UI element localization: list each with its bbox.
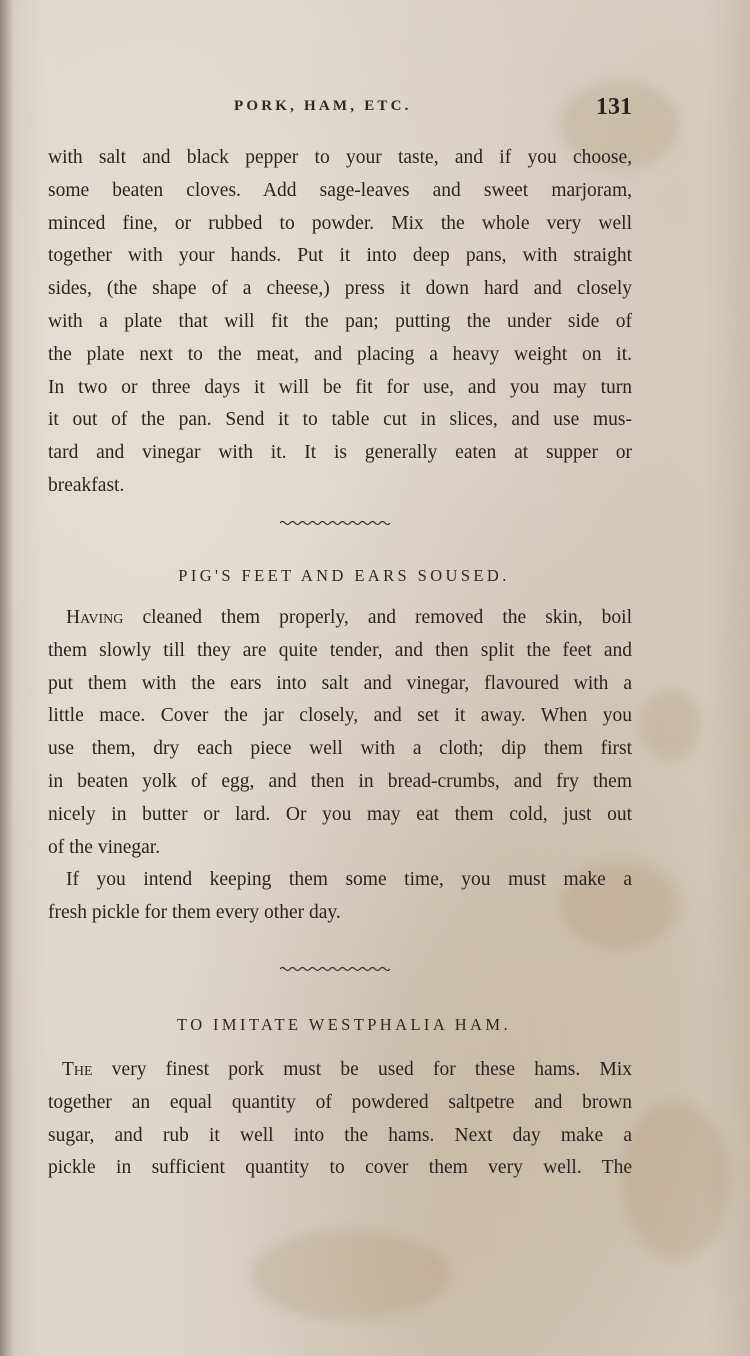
text-line: the plate next to the meat, and placing a heavy weight on it. (48, 343, 632, 365)
text-line: use them, dry each piece well with a cloth; dip them first (48, 738, 632, 760)
text-line: tard and vinegar with it. It is generally eaten at supper or (48, 442, 632, 464)
text-line (48, 1054, 632, 1087)
text-line: sides, (the shape of a cheese,) press it down hard and closely (48, 278, 632, 300)
text-line: put them with the ears into salt and vinegar, flavoured with a (48, 672, 632, 694)
text-line: nicely in butter or lard. Or you may eat them cold, just out (48, 803, 632, 825)
paragraph (48, 602, 632, 864)
book-page (44, 0, 644, 1356)
text-line: it out of the pan. Send it to table cut in slices, and use mus- (48, 409, 632, 431)
text-line: breakfast. (48, 474, 125, 496)
paragraph (48, 1054, 632, 1185)
text-line: In two or three days it will be fit for use, and you may turn (48, 376, 632, 398)
text-line: with salt and black pepper to your taste, and if you choose, (48, 147, 632, 168)
lead-word: Having (66, 607, 124, 628)
text-line: in beaten yolk of egg, and then in bread-crumbs, and fry them (48, 770, 632, 792)
section-divider (280, 520, 390, 526)
text-line: of the vinegar. (48, 836, 161, 858)
paper-stain (640, 690, 700, 760)
section-title: TO IMITATE WESTPHALIA HAM. (177, 1015, 511, 1034)
text-line: sugar, and rub it well into the hams. Next day make a (48, 1124, 632, 1146)
text-fragment: If you intend keeping them some time, you must make a (66, 869, 632, 890)
text-line: together an equal quantity of powdered saltpetre and brown (48, 1091, 632, 1113)
text-line (48, 602, 632, 635)
text-line: with a plate that will fit the pan; putting the under side of (48, 310, 632, 332)
text-line: pickle in sufficient quantity to cover them very well. The (48, 1157, 632, 1179)
text-line: some beaten cloves. Add sage-leaves and sweet marjoram, (48, 179, 632, 201)
lead-word: The (62, 1059, 93, 1080)
text-line: fresh pickle for them every other day. (48, 901, 341, 923)
text-line (48, 864, 632, 897)
text-fragment: very finest pork must be used for these hams. Mix (92, 1059, 632, 1080)
section-divider (280, 966, 390, 972)
paragraph (48, 864, 632, 930)
book-binding-edge (0, 0, 14, 1356)
text-line: minced fine, or rubbed to powder. Mix the whole very well (48, 212, 632, 234)
continued-paragraph (48, 142, 632, 503)
text-line: together with your hands. Put it into deep pans, with straight (48, 245, 632, 267)
text-fragment: cleaned them properly, and removed the skin, boil (123, 607, 632, 628)
text-line: little mace. Cover the jar closely, and set it away. When you (48, 705, 632, 727)
section-title: PIG'S FEET AND EARS SOUSED. (178, 566, 510, 585)
page-number: 131 (596, 94, 632, 120)
text-line: them slowly till they are quite tender, and then split the feet and (48, 639, 632, 661)
running-title: PORK, HAM, ETC. (234, 98, 412, 114)
running-head (44, 94, 644, 124)
